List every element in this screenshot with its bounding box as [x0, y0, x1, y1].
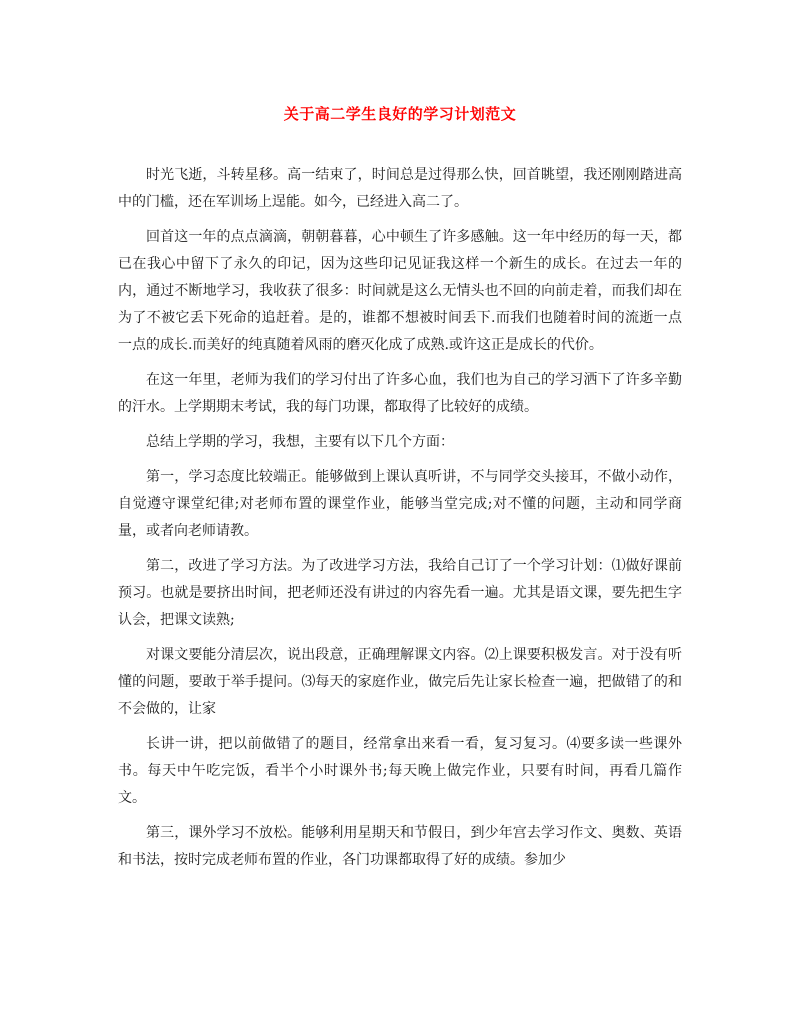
- paragraph: 回首这一年的点点滴滴，朝朝暮暮，心中顿生了许多感触。这一年中经历的每一天，都已在我心中留下了永久的印记，因为这些印记见证我这样一个新生的成长。在过去一年的内，通过不断地学习，我收获了很多：时间就是这么无情头也不回的向前走着，而我们却在为了不被它丢下死命的追赶着。是的，谁都不想被时间丢下.而我们也随着时间的流逝一点一点的成长.而美好的纯真随着风雨的磨灭化成了成熟.或许这正是成长的代价。: [118, 229, 682, 353]
- paragraph: 第二，改进了学习方法。为了改进学习方法，我给自己订了一个学习计划：⑴做好课前预习。也就是要挤出时间，把老师还没有讲过的内容先看一遍。尤其是语文课，要先把生字认会，把课文读熟;: [118, 558, 682, 628]
- document-body: [118, 162, 682, 882]
- paragraph: 长讲一讲，把以前做错了的题目，经常拿出来看一看，复习复习。⑷要多读一些课外书。每天中午吃完饭，看半个小时课外书;每天晚上做完作业，只要有时间，再看几篇作文。: [118, 736, 682, 806]
- paragraph: 在这一年里，老师为我们的学习付出了许多心血，我们也为自己的学习洒下了许多辛勤的汗水。上学期期末考试，我的每门功课，都取得了比较好的成绩。: [118, 372, 682, 415]
- paragraph: 第三，课外学习不放松。能够利用星期天和节假日，到少年宫去学习作文、奥数、英语和书法，按时完成老师布置的作业，各门功课都取得了好的成绩。参加少: [118, 825, 682, 868]
- paragraph: 时光飞逝，斗转星移。高一结束了，时间总是过得那么快，回首眺望，我还刚刚踏进高中的门槛，还在军训场上逞能。如今，已经进入高二了。: [118, 167, 682, 210]
- paragraph: 总结上学期的学习，我想，主要有以下几个方面：: [146, 434, 454, 450]
- paragraph: 对课文要能分清层次，说出段意，正确理解课文内容。⑵上课要积极发言。对于没有听懂的问题，要敢于举手提问。⑶每天的家庭作业，做完后先让家长检查一遍，把做错了的和不会做的，让家: [118, 647, 682, 717]
- paragraph: 第一，学习态度比较端正。能够做到上课认真听讲，不与同学交头接耳，不做小动作，自觉遵守课堂纪律;对老师布置的课堂作业，能够当堂完成;对不懂的问题，主动和同学商量，或者向老师请教。: [118, 469, 682, 539]
- document-title: 关于高二学生良好的学习计划范文: [283, 105, 517, 123]
